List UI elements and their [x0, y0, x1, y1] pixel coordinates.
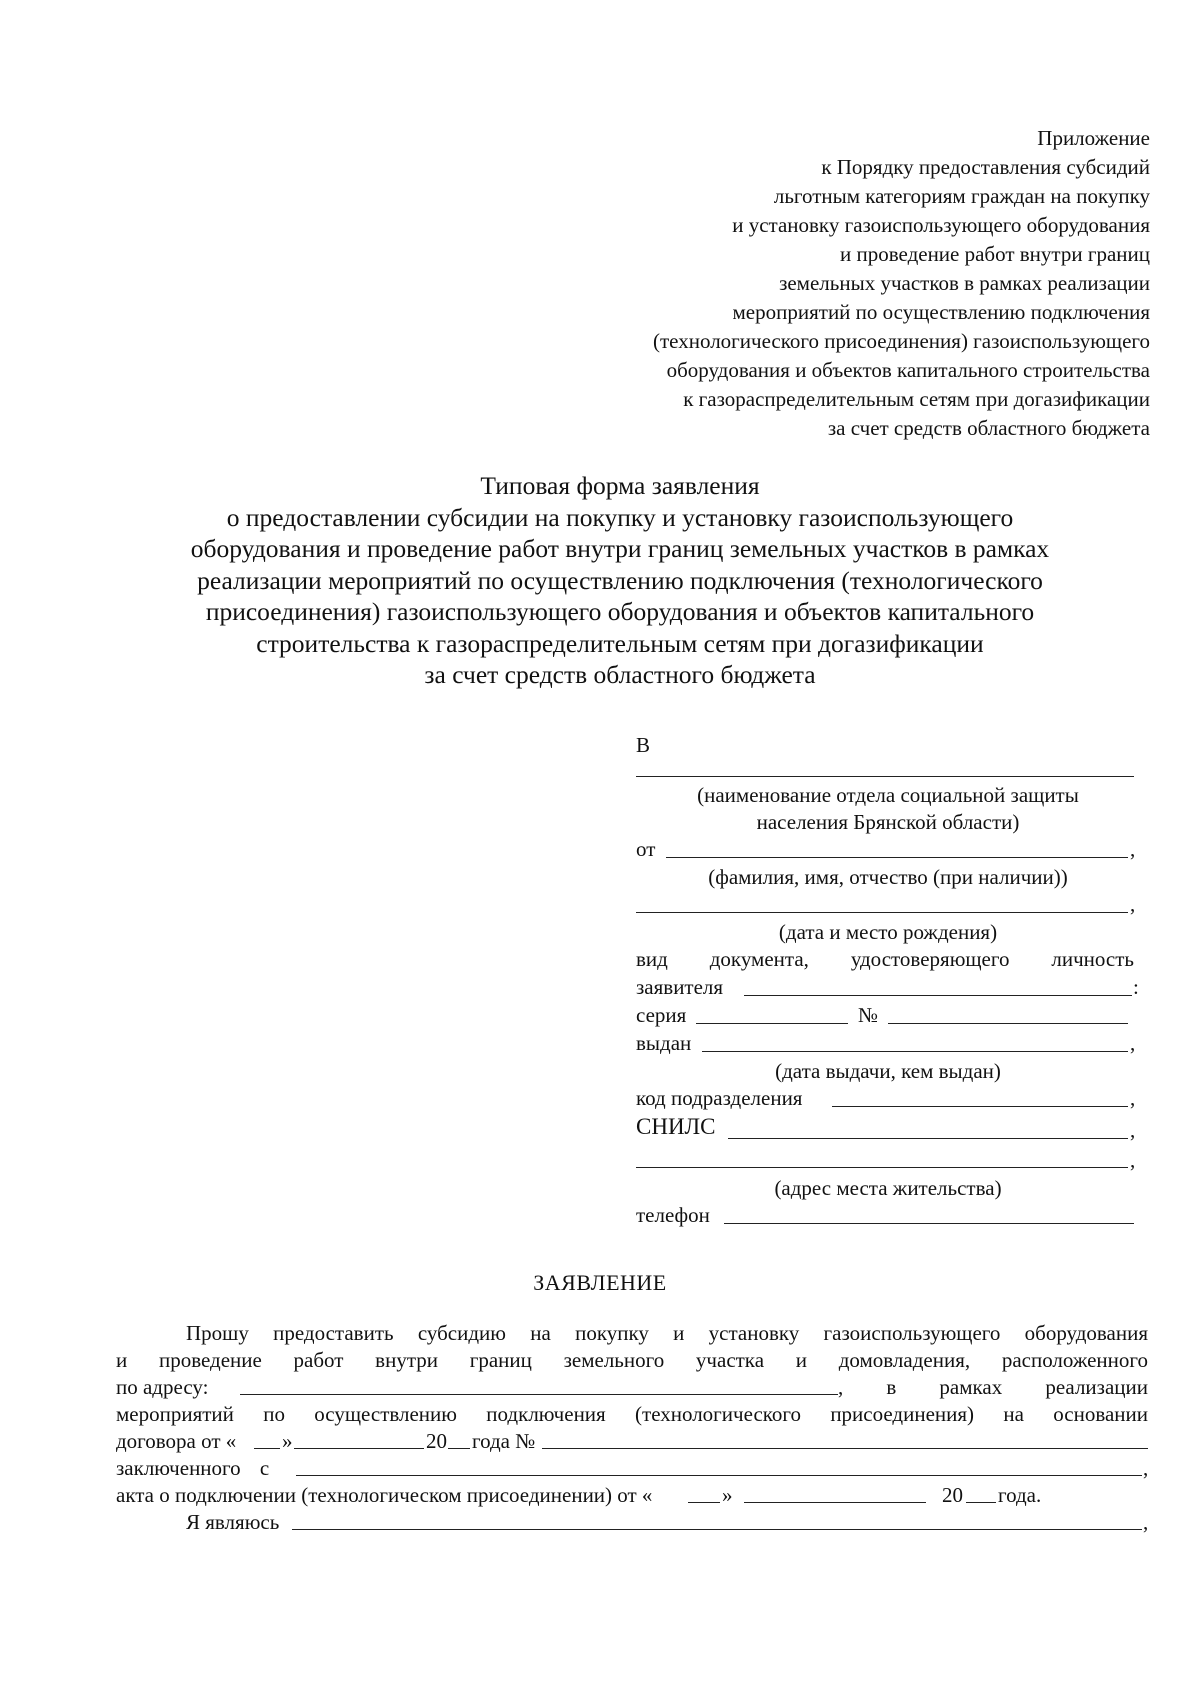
appendix-line: за счет средств областного бюджета: [827, 416, 1150, 440]
contract-number-label: года №: [472, 1429, 536, 1453]
year-prefix: 20: [942, 1483, 963, 1507]
title-line: за счет средств областного бюджета: [424, 660, 816, 689]
application-heading: ЗАЯВЛЕНИЕ: [533, 1270, 667, 1295]
address-row: [636, 1145, 1140, 1175]
series-row: [636, 1002, 1140, 1030]
year-suffix: года.: [998, 1483, 1042, 1507]
body-line-2: [116, 1347, 1148, 1374]
address-label: по адресу:: [116, 1375, 209, 1399]
from-row: [636, 836, 1140, 864]
body-line-1: [116, 1320, 1148, 1347]
dept-caption-1: (наименование отдела социальной защиты: [697, 783, 1079, 807]
recipient-block: [636, 732, 1140, 1230]
appendix-line: льготным категориям граждан на покупку: [773, 184, 1150, 208]
snils-field[interactable]: [728, 1138, 1128, 1139]
body-line-3: [116, 1374, 1148, 1401]
contract-number-field[interactable]: [542, 1448, 1148, 1449]
year-prefix: 20: [426, 1429, 447, 1453]
comma: ,: [1130, 1118, 1136, 1142]
status-label: Я являюсь: [186, 1510, 280, 1534]
appendix-line: (технологического присоединения) газоиспользующего: [653, 329, 1150, 353]
birth-caption: (дата и место рождения): [778, 920, 998, 944]
body-text: Прошу предоставить субсидию на покупку и установку газоиспользующего оборудования: [186, 1321, 1148, 1345]
birth-row: [636, 891, 1140, 919]
snils-label: СНИЛС: [636, 1114, 716, 1139]
applicant-label: заявителя: [636, 975, 724, 999]
title-line: Типовая форма заявления: [480, 471, 760, 500]
quote-close: »: [722, 1483, 733, 1507]
dept-field[interactable]: [636, 776, 1134, 777]
applicant-doc-row: [636, 974, 1140, 1002]
dept-caption-2: населения Брянской области): [756, 810, 1020, 834]
body-line-5: [116, 1428, 1148, 1455]
concluded-with-label: заключенного с: [116, 1456, 270, 1480]
property-address-field[interactable]: [240, 1394, 838, 1395]
birth-field[interactable]: [636, 912, 1128, 913]
comma: ,: [1130, 892, 1136, 916]
act-date-label: акта о подключении (технологическом присоединении) от «: [116, 1483, 653, 1507]
comma: ,: [1130, 1148, 1136, 1172]
comma: ,: [1130, 837, 1136, 861]
body-line-4: [116, 1401, 1148, 1428]
comma: ,: [1130, 1031, 1136, 1055]
title-line: присоединения) газоиспользующего оборудования и объектов капитального: [205, 597, 1035, 626]
act-month-field[interactable]: [744, 1502, 926, 1503]
body-text: , в рамках реализации: [838, 1375, 1148, 1399]
contract-date-label: договора от «: [116, 1429, 237, 1453]
appendix-line: мероприятий по осуществлению подключения: [732, 300, 1150, 324]
body-line-6: [116, 1455, 1148, 1482]
title-line: о предоставлении субсидии на покупку и установку газоиспользующего: [226, 502, 1014, 532]
address-field[interactable]: [636, 1167, 1128, 1168]
doc-number-field[interactable]: [888, 1023, 1128, 1024]
doc-type-field[interactable]: [744, 995, 1132, 996]
title-line: оборудования и проведение работ внутри границ земельных участков в рамках: [190, 534, 1050, 563]
applicant-name-field[interactable]: [666, 857, 1128, 858]
contract-year-field[interactable]: [448, 1448, 470, 1449]
title-line: строительства к газораспределительным сетям при догазификации: [256, 628, 984, 658]
appendix-line: Приложение: [1037, 126, 1150, 150]
issued-row: [636, 1030, 1140, 1058]
status-field[interactable]: [292, 1529, 1142, 1530]
colon: :: [1133, 975, 1139, 999]
phone-label: телефон: [636, 1203, 710, 1227]
series-label: серия: [636, 1003, 687, 1027]
to-row: [636, 732, 1140, 760]
body-line-7: [116, 1482, 1148, 1509]
form-title: [100, 470, 1140, 691]
doc-type-label: вид документа, удостоверяющего личность: [636, 947, 1134, 971]
body-text: и проведение работ внутри границ земельного участка и домовладения, расположенного: [116, 1348, 1148, 1372]
number-label: №: [858, 1003, 879, 1027]
appendix-line: оборудования и объектов капитального строительства: [666, 358, 1150, 382]
appendix-line: и проведение работ внутри границ: [840, 242, 1150, 266]
snils-row: [636, 1113, 1140, 1145]
concluded-with-field[interactable]: [296, 1475, 1142, 1476]
appendix-line: к газораспределительным сетям при догазификации: [683, 387, 1150, 411]
application-body: [116, 1320, 1148, 1536]
appendix-line: и установку газоиспользующего оборудования: [732, 213, 1150, 237]
comma: ,: [1143, 1510, 1149, 1534]
phone-field[interactable]: [724, 1223, 1134, 1224]
issued-field[interactable]: [702, 1051, 1128, 1052]
title-line: реализации мероприятий по осуществлению подключения (технологического: [197, 565, 1043, 595]
name-caption: (фамилия, имя, отчество (при наличии)): [708, 865, 1068, 889]
from-label: от: [636, 837, 656, 861]
comma: ,: [1130, 1086, 1136, 1110]
issued-label: выдан: [636, 1031, 692, 1055]
doc-type-row: [636, 946, 1134, 974]
act-year-field[interactable]: [966, 1502, 996, 1503]
to-label: В: [636, 733, 651, 757]
appendix-line: к Порядку предоставления субсидий: [821, 155, 1150, 179]
issued-caption: (дата выдачи, кем выдан): [775, 1059, 1001, 1083]
dept-code-field[interactable]: [832, 1106, 1128, 1107]
comma: ,: [1143, 1456, 1149, 1480]
dept-row: [636, 760, 1140, 782]
phone-row: [636, 1202, 1140, 1230]
contract-month-field[interactable]: [294, 1448, 424, 1449]
quote-close: »: [282, 1429, 293, 1453]
contract-day-field[interactable]: [254, 1448, 280, 1449]
series-field[interactable]: [696, 1023, 848, 1024]
body-line-8: [116, 1509, 1148, 1536]
dept-code-label: код подразделения: [636, 1086, 803, 1110]
act-day-field[interactable]: [688, 1502, 720, 1503]
address-caption: (адрес места жительства): [774, 1176, 1002, 1200]
body-text: мероприятий по осуществлению подключения (технологического присоединения) на основании: [116, 1402, 1148, 1426]
dept-code-row: [636, 1085, 1140, 1113]
appendix-line: земельных участков в рамках реализации: [779, 271, 1150, 295]
appendix-header: [450, 124, 1150, 443]
